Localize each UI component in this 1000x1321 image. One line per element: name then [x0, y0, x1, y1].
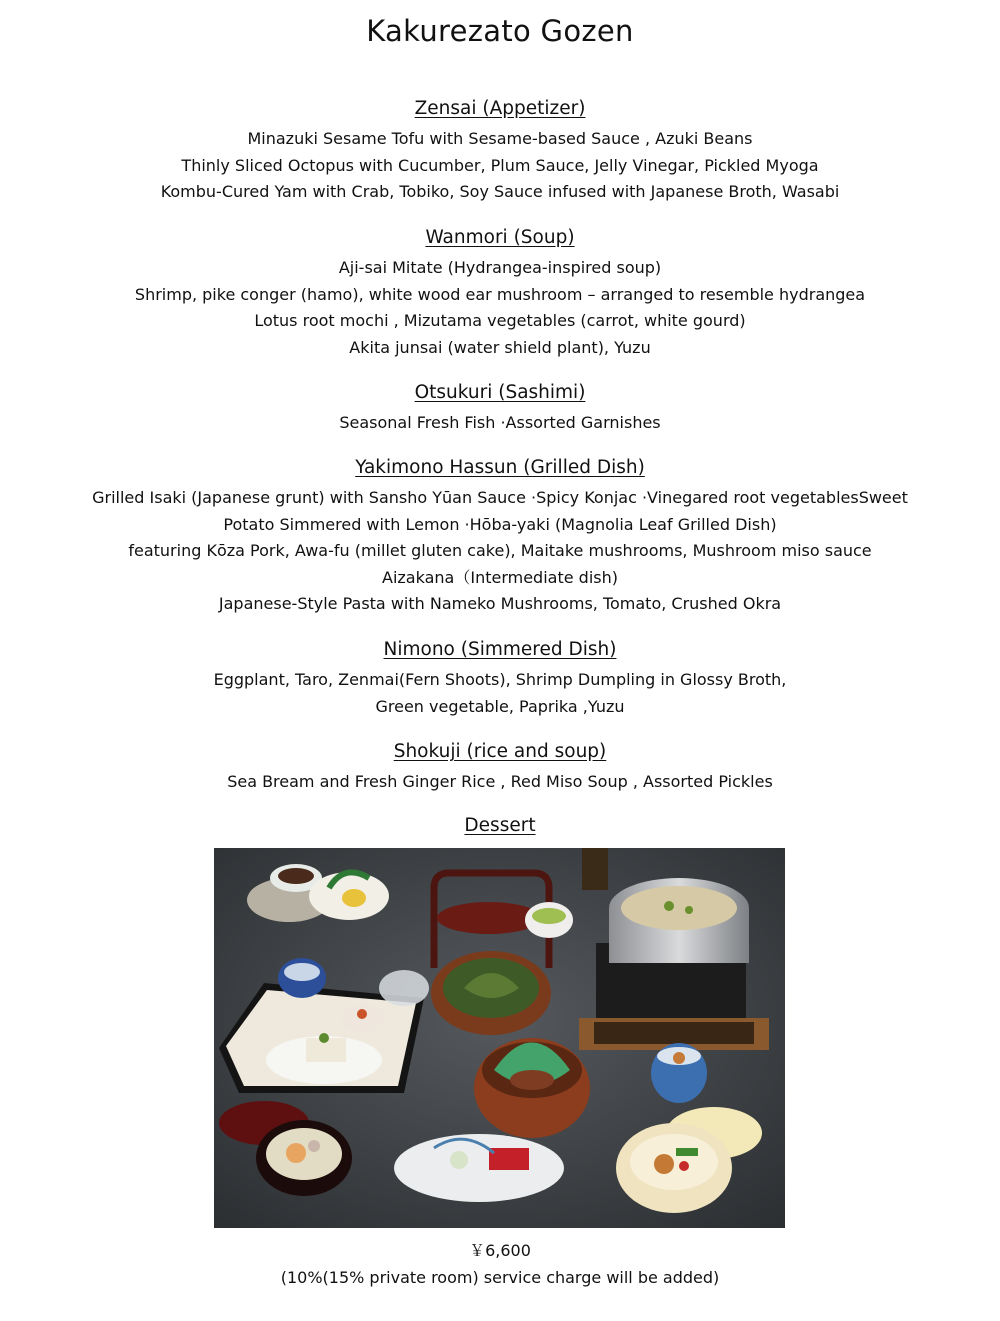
- section-dessert: [0, 813, 1000, 843]
- section-yakimono: [0, 455, 1000, 618]
- dish-line: Kombu-Cured Yam with Crab, Tobiko, Soy Sauce infused with Japanese Broth, Wasabi: [160, 182, 840, 202]
- section-heading: Otsukuri (Sashimi): [414, 382, 586, 403]
- gozen-meal-photo: [214, 848, 785, 1228]
- section-zensai: [0, 96, 1000, 206]
- dish-line: Akita junsai (water shield plant), Yuzu: [349, 337, 651, 357]
- section-heading: Dessert: [464, 815, 536, 836]
- dish-line: Seasonal Fresh Fish ·Assorted Garnishes: [339, 413, 661, 432]
- service-charge-note: (10%(15% private room) service charge will be added): [280, 1267, 720, 1287]
- section-heading: Nimono (Simmered Dish): [383, 639, 617, 660]
- dish-line: Thinly Sliced Octopus with Cucumber, Plum Sauce, Jelly Vinegar, Pickled Myoga: [181, 155, 819, 175]
- dish-line: Aizakana（Intermediate dish): [382, 567, 618, 587]
- dish-line: Aji-sai Mitate (Hydrangea-inspired soup): [338, 258, 662, 277]
- price: ￥6,600: [469, 1241, 531, 1260]
- dish-line: Sea Bream and Fresh Ginger Rice , Red Miso Soup , Assorted Pickles: [227, 772, 773, 791]
- section-shokuji: [0, 739, 1000, 796]
- price-block: [0, 1238, 1000, 1291]
- dish-line: Grilled Isaki (Japanese grunt) with Sansho Yūan Sauce ·Spicy Konjac ·Vinegared root vegetablesSweet: [92, 488, 908, 507]
- dish-line: Japanese-Style Pasta with Nameko Mushrooms, Tomato, Crushed Okra: [218, 594, 782, 614]
- section-wanmori: [0, 225, 1000, 361]
- dish-line: Green vegetable, Paprika ,Yuzu: [375, 696, 625, 716]
- section-heading: Zensai (Appetizer): [414, 98, 586, 119]
- menu-title: Kakurezato Gozen: [366, 14, 634, 48]
- section-heading: Wanmori (Soup): [425, 227, 575, 248]
- dish-line: featuring Kōza Pork, Awa-fu (millet gluten cake), Maitake mushrooms, Mushroom miso sauce: [128, 541, 872, 561]
- section-nimono: [0, 637, 1000, 720]
- section-heading: Shokuji (rice and soup): [393, 741, 607, 762]
- dish-line: Lotus root mochi , Mizutama vegetables (carrot, white gourd): [254, 311, 746, 331]
- section-heading: Yakimono Hassun (Grilled Dish): [355, 457, 645, 478]
- dish-line: Potato Simmered with Lemon ·Hōba-yaki (Magnolia Leaf Grilled Dish): [223, 514, 777, 534]
- section-otsukuri: [0, 380, 1000, 437]
- dish-line: Eggplant, Taro, Zenmai(Fern Shoots), Shrimp Dumpling in Glossy Broth,: [213, 670, 787, 689]
- dish-line: Shrimp, pike conger (hamo), white wood ear mushroom – arranged to resemble hydrangea: [134, 284, 866, 304]
- dish-line: Minazuki Sesame Tofu with Sesame-based Sauce , Azuki Beans: [247, 129, 753, 148]
